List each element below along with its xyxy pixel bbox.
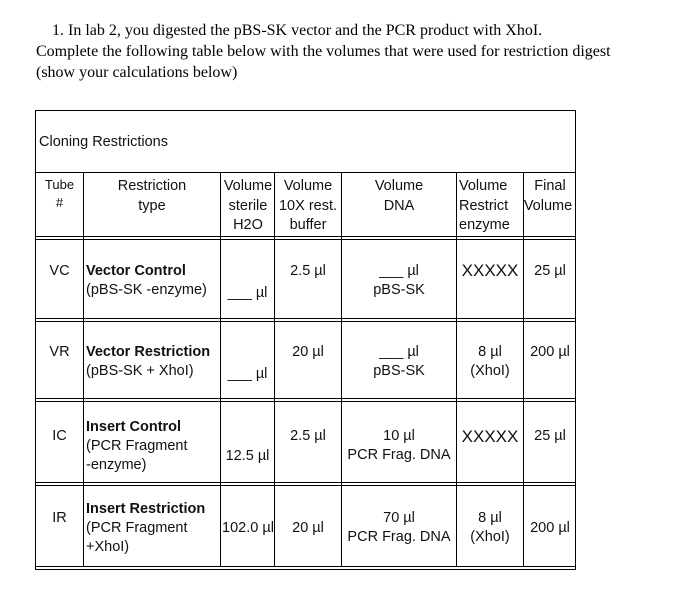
restriction-type-name: Insert Restriction — [86, 501, 206, 517]
tube-id: IC — [52, 428, 67, 444]
dna-source: PCR Frag. DNA — [347, 447, 451, 463]
restriction-type-detail: (pBS-SK -enzyme) — [86, 282, 207, 298]
question-line-3: (show your calculations below) — [36, 64, 238, 81]
row-divider-bottom — [36, 401, 575, 402]
restriction-type-name: Insert Control — [86, 419, 182, 435]
final-volume: 25 µl — [534, 428, 566, 444]
tube-id: VC — [49, 263, 70, 279]
buffer-volume: 20 µl — [292, 344, 324, 360]
dna-volume: ___ µl — [379, 344, 419, 360]
buffer-volume: 2.5 µl — [290, 263, 326, 279]
title-divider — [36, 172, 575, 173]
enzyme-name: (XhoI) — [470, 529, 510, 545]
dna-volume: 10 µl — [383, 428, 415, 444]
dna-source: pBS-SK — [373, 282, 425, 298]
row-divider-top — [36, 398, 575, 399]
question-line-2: Complete the following table below with the volumes that were used for restriction digest — [36, 43, 611, 60]
h2o-volume: 102.0 µl — [222, 520, 274, 536]
restriction-type-detail: (PCR Fragment — [86, 438, 188, 454]
restriction-type-name: Vector Restriction — [86, 344, 211, 360]
restriction-type-detail: +XhoI) — [86, 539, 130, 555]
header-divider-bottom — [36, 239, 575, 240]
final-volume: 200 µl — [530, 520, 570, 536]
column-divider — [83, 172, 84, 566]
h2o-volume: 12.5 µl — [225, 448, 270, 464]
restriction-type-name: Vector Control — [86, 263, 186, 279]
tube-id: IR — [52, 510, 67, 526]
buffer-volume: 2.5 µl — [290, 428, 326, 444]
buffer-volume: 20 µl — [292, 520, 324, 536]
table-title: Cloning Restrictions — [39, 134, 168, 150]
final-volume: 25 µl — [534, 263, 566, 279]
dna-volume: ___ µl — [379, 263, 419, 279]
row-divider-top — [36, 482, 575, 483]
restriction-type-detail: -enzyme) — [86, 457, 147, 473]
dna-volume: 70 µl — [383, 510, 415, 526]
dna-source: PCR Frag. DNA — [347, 529, 451, 545]
h2o-volume: ___ µl — [227, 366, 268, 382]
row-divider-top — [36, 318, 575, 319]
final-volume: 200 µl — [530, 344, 570, 360]
header-divider-top — [36, 236, 575, 237]
tube-id: VR — [49, 344, 70, 360]
table-bottom-rule — [36, 566, 575, 567]
column-divider — [523, 172, 524, 566]
question-text — [36, 20, 676, 83]
cloning-restrictions-table: Cloning Restrictions Tube # Restriction type Volume sterile H2O Volume 10X rest. buffer Volume DNA Volume Restrict enzyme Final Volume VC Vector Control (pBS-SK -enzyme) ___ µl 2.5 µl ___ µl pBS-SK XXXXX 25 µl VR Vector Restriction (pBS-SK + XhoI) ___ µl 20 µl ___ µl pBS-SK 8 µl (XhoI) 200 µl IC Insert Control (PCR Fragment -enzyme) 12.5 µl 2.5 µl 10 µl PCR Frag. DNA XXXXX 25 µl IR Insert Restriction (PCR Fragment +XhoI) 102.0 µl 20 µl 70 µl PCR Frag. DNA 8 µl (XhoI) 200 µl — [35, 110, 576, 570]
question-line-1: 1. In lab 2, you digested the pBS-SK vector and the PCR product with XhoI. — [52, 22, 543, 39]
enzyme-volume-na: XXXXX — [461, 261, 519, 280]
h2o-volume: ___ µl — [227, 285, 268, 301]
row-divider-bottom — [36, 321, 575, 322]
enzyme-volume-na: XXXXX — [461, 427, 519, 446]
enzyme-name: (XhoI) — [470, 363, 510, 379]
enzyme-volume: 8 µl — [478, 510, 502, 526]
row-divider-bottom — [36, 485, 575, 486]
restriction-type-detail: (pBS-SK + XhoI) — [86, 363, 194, 379]
enzyme-volume: 8 µl — [478, 344, 502, 360]
dna-source: pBS-SK — [373, 363, 425, 379]
restriction-type-detail: (PCR Fragment — [86, 520, 188, 536]
